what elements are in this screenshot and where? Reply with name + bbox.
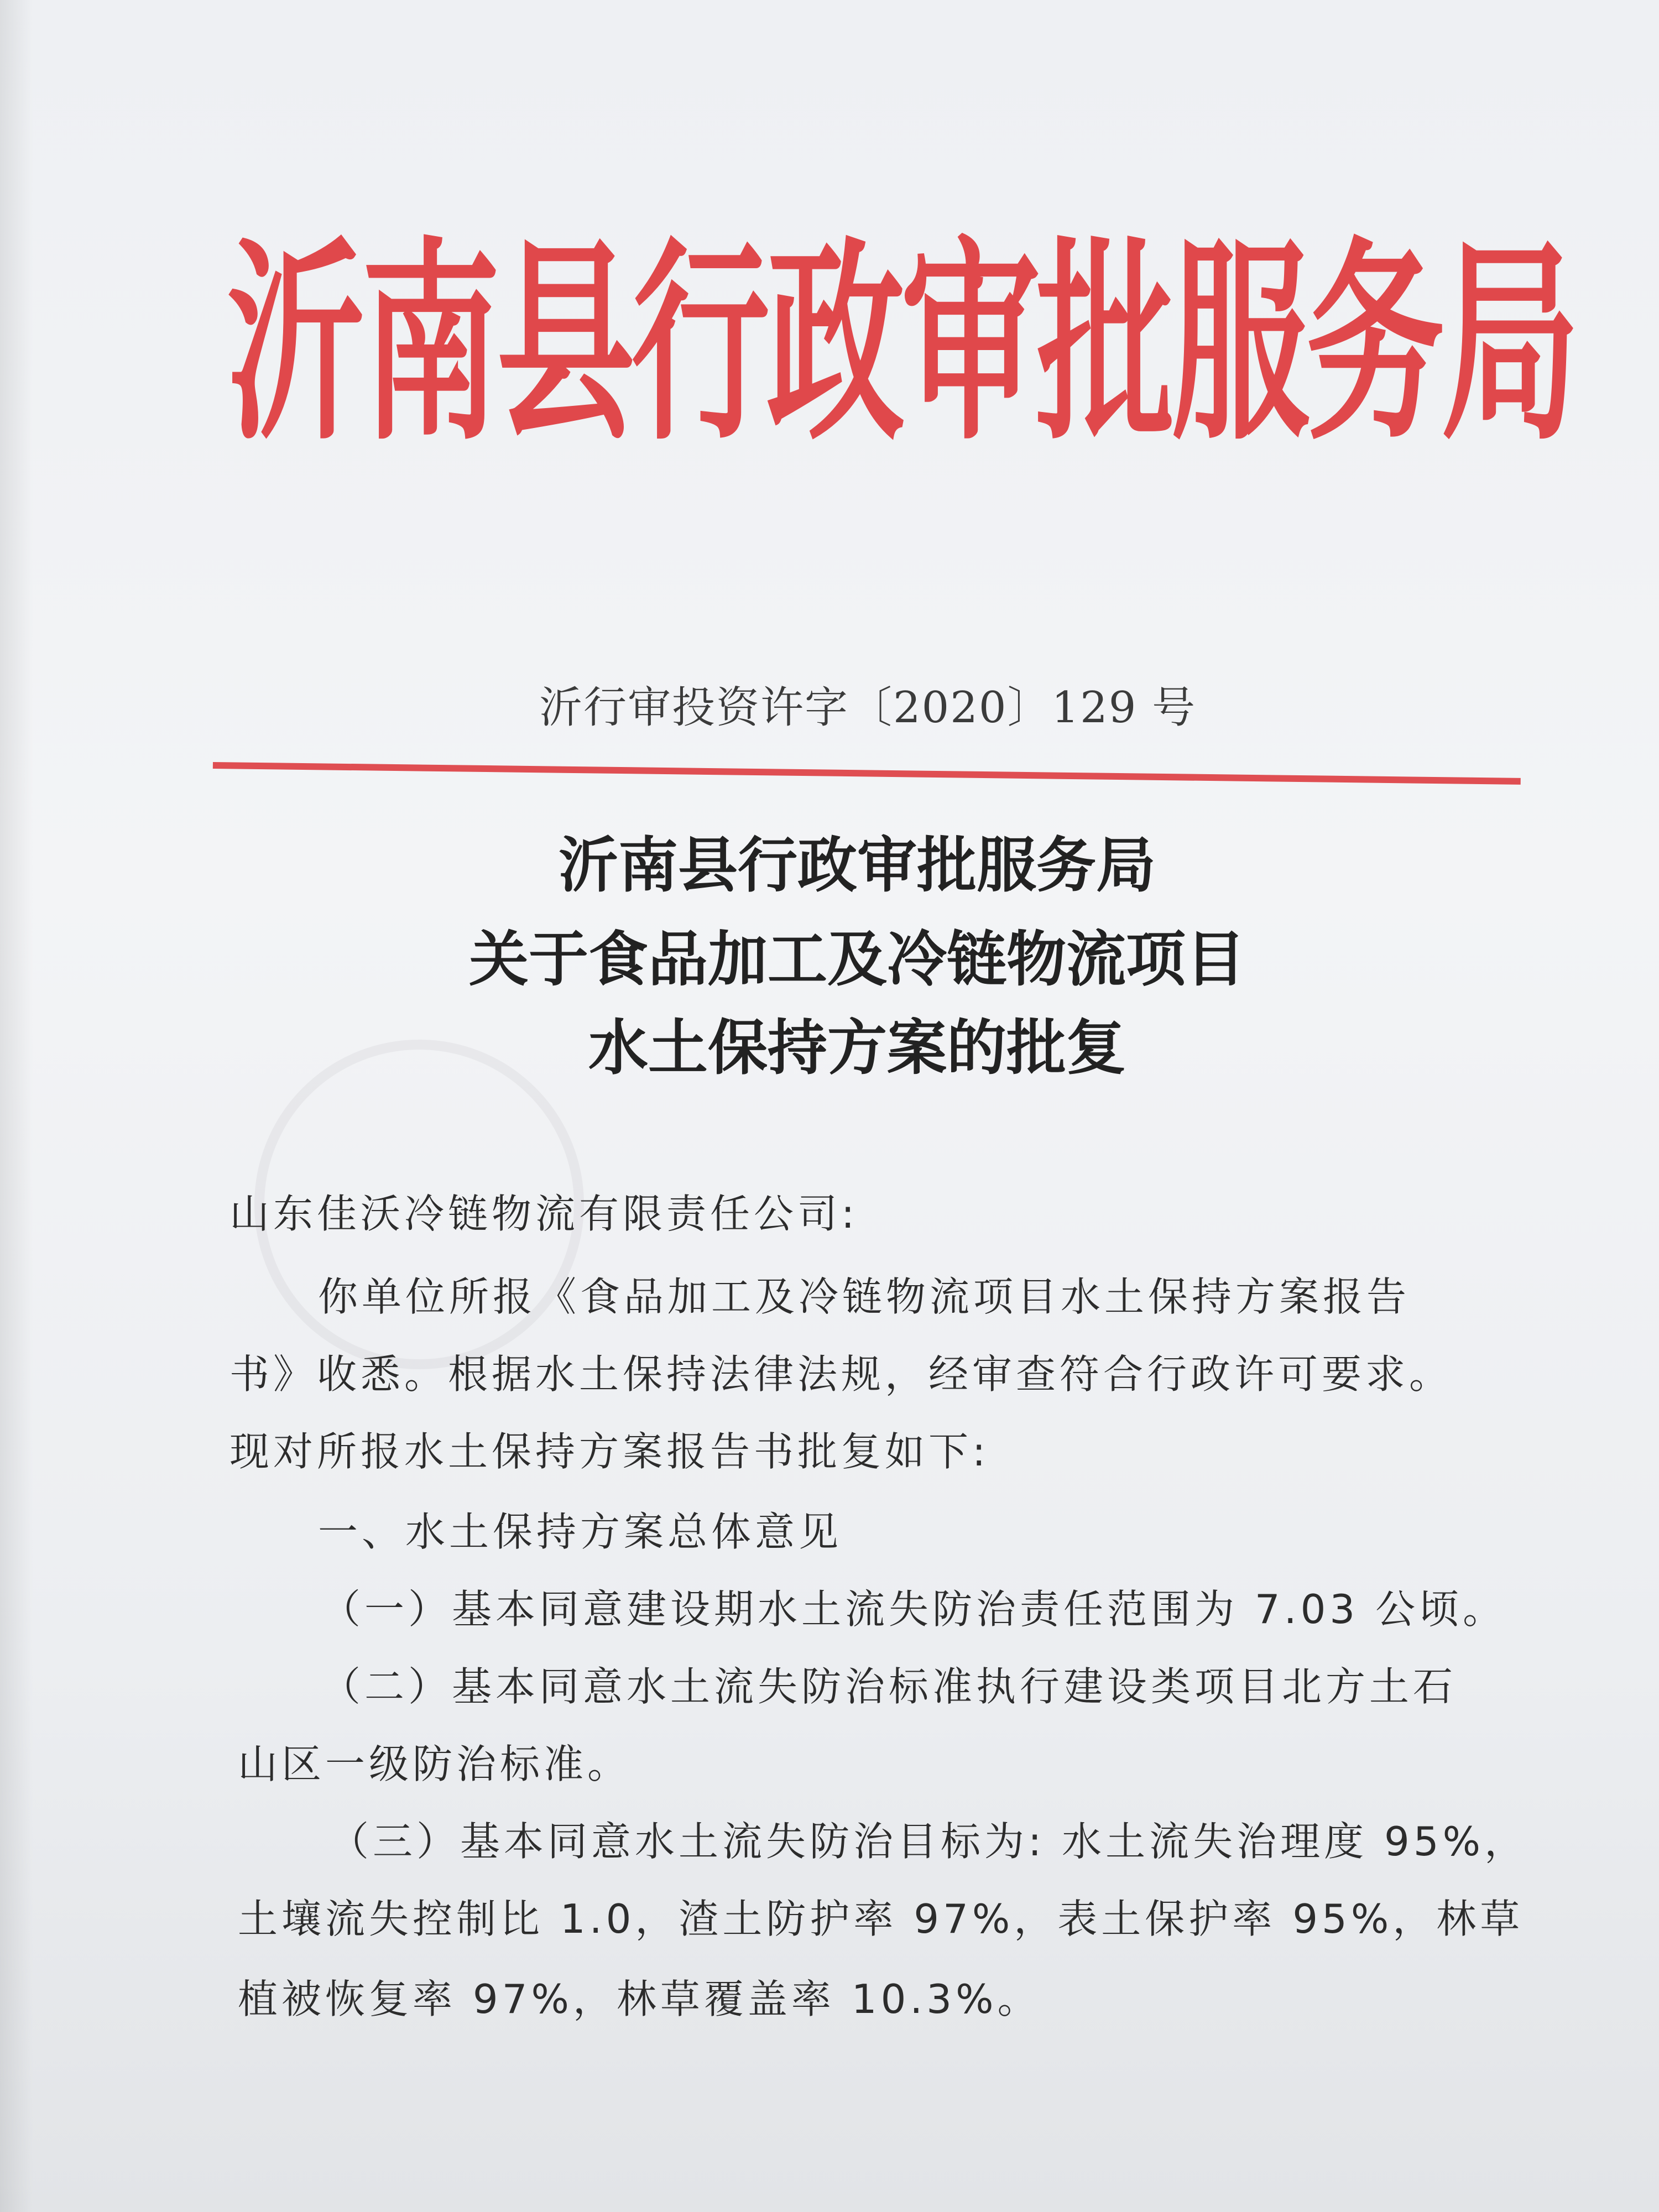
paragraph-line: 你单位所报《食品加工及冷链物流项目水土保持方案报告 bbox=[318, 1274, 1411, 1320]
list-item: （三）基本同意水土流失防治目标为: 水土流失治理度 95%， bbox=[329, 1818, 1528, 1865]
document-title-line-3: 水土保持方案的批复 bbox=[588, 1013, 1126, 1083]
document-title-line-2: 关于食品加工及冷链物流项目 bbox=[468, 925, 1245, 994]
list-item-continuation: 植被恢复率 97%，林草覆盖率 10.3%。 bbox=[238, 1976, 1041, 2022]
paragraph-line: 书》收悉。根据水土保持法律法规，经审查符合行政许可要求。 bbox=[229, 1351, 1453, 1397]
addressee: 山东佳沃冷链物流有限责任公司: bbox=[229, 1191, 859, 1237]
list-item-continuation: 山区一级防治标准。 bbox=[238, 1741, 632, 1787]
document-number: 沂行审投资许字〔2020〕129 号 bbox=[539, 683, 1197, 733]
paragraph-line: 现对所报水土保持方案报告书批复如下: bbox=[229, 1428, 990, 1475]
section-heading: 一、水土保持方案总体意见 bbox=[318, 1509, 843, 1555]
agency-header: 沂南县行政审批服务局 bbox=[227, 217, 1576, 469]
red-divider-line bbox=[213, 762, 1521, 785]
list-item: （二）基本同意水土流失防治标准执行建设类项目北方土石 bbox=[321, 1663, 1457, 1710]
list-item: （一）基本同意建设期水土流失防治责任范围为 7.03 公顷。 bbox=[321, 1586, 1507, 1632]
document-title-line-1: 沂南县行政审批服务局 bbox=[558, 831, 1156, 900]
list-item-continuation: 土壤流失控制比 1.0，渣土防护率 97%，表土保护率 95%，林草 bbox=[238, 1896, 1524, 1942]
